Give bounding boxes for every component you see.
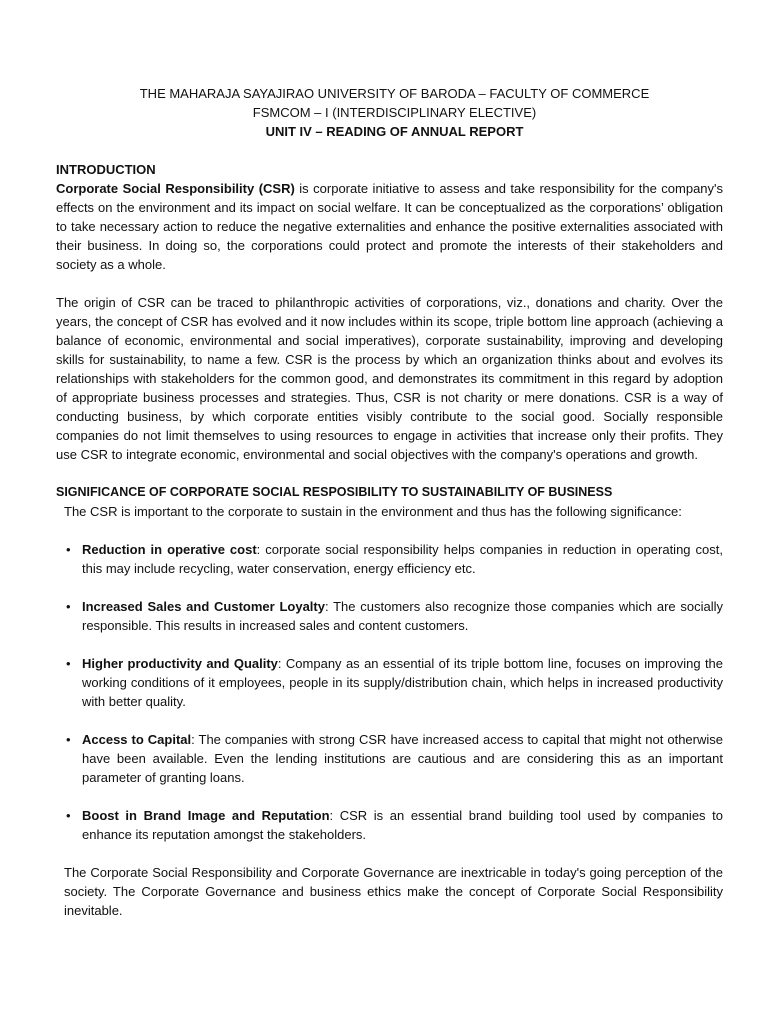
bullet-icon: • bbox=[66, 656, 71, 671]
bullet-icon: • bbox=[66, 732, 71, 747]
list-item-text: : The companies with strong CSR have increased access to capital that might not otherwise have been available. Even the lending institutions are cautious and are considering this as an important parameter of granting loans. bbox=[82, 732, 723, 785]
list-item-title: Access to Capital bbox=[82, 732, 192, 747]
introduction-heading: INTRODUCTION bbox=[56, 162, 156, 177]
document-header bbox=[66, 84, 723, 141]
list-item-text: : CSR is an essential brand building tool used by companies to enhance its reputation amongst the stakeholders. bbox=[82, 808, 723, 842]
significance-heading: SIGNIFICANCE OF CORPORATE SOCIAL RESPOSIBILITY TO SUSTAINABILITY OF BUSINESS bbox=[56, 485, 613, 499]
significance-list bbox=[64, 540, 723, 844]
list-item-title: Increased Sales and Customer Loyalty bbox=[82, 599, 325, 614]
list-item bbox=[64, 540, 723, 578]
course-title: FSMCOM – I (INTERDISCIPLINARY ELECTIVE) bbox=[252, 105, 537, 120]
list-item-text: : corporate social responsibility helps companies in reduction in operating cost, this may include recycling, water conservation, energy efficiency etc. bbox=[82, 542, 723, 576]
closing-paragraph: The Corporate Social Responsibility and Corporate Governance are inextricable in today's going perception of the society. The Corporate Governance and business ethics make the concept of Corporate Social Responsibility inevitable. bbox=[64, 865, 723, 918]
bullet-icon: • bbox=[66, 808, 71, 823]
list-item-text: : The customers also recognize those companies which are socially responsible. This results in increased sales and content customers. bbox=[82, 599, 723, 633]
introduction-paragraph-2: The origin of CSR can be traced to philanthropic activities of corporations, viz., donations and charity. Over the years, the concept of CSR has evolved and it now includes within its scope, triple bottom line approach (achieving a balance of economic, environmental and social imperatives), corporate sustainability, improving and developing skills for sustainability, to name a few. CSR is the process by which an organization thinks about and evolves its relationships with stakeholders for the common good, and demonstrates its commitment in this regard by adoption of appropriate business processes and strategies. Thus, CSR is not charity or mere donations. CSR is a way of conducting business, by which corporate entities visibly contribute to the social good. Socially responsible companies do not limit themselves to using resources to engage in activities that increase only their profits. They use CSR to integrate economic, environmental and social objectives with the company's operations and growth. bbox=[56, 295, 723, 462]
significance-section bbox=[56, 502, 723, 844]
list-item-title: Reduction in operative cost bbox=[82, 542, 257, 557]
list-item-title: Boost in Brand Image and Reputation bbox=[82, 808, 330, 823]
university-title: THE MAHARAJA SAYAJIRAO UNIVERSITY OF BARODA – FACULTY OF COMMERCE bbox=[139, 86, 650, 101]
introduction-paragraph-1-text: is corporate initiative to assess and take responsibility for the company's effects on the environment and its impact on social welfare. It can be conceptualized as the corporations’ obligation to take necessary action to reduce the negative externalities and enhance the positive externalities associated with their business. In doing so, the corporations could protect and promote the interests of their stakeholders and society as a whole. bbox=[56, 181, 724, 272]
bullet-icon: • bbox=[66, 542, 71, 557]
list-item-title: Higher productivity and Quality bbox=[82, 656, 278, 671]
list-item bbox=[64, 597, 723, 635]
unit-title: UNIT IV – READING OF ANNUAL REPORT bbox=[265, 124, 524, 139]
list-item bbox=[64, 654, 723, 711]
csr-term: Corporate Social Responsibility (CSR) bbox=[56, 181, 295, 196]
list-item-text: : Company as an essential of its triple bottom line, focuses on improving the working conditions of it employees, people in its supply/distribution chain, which helps in increased productivity with better quality. bbox=[82, 656, 724, 709]
list-item bbox=[64, 730, 723, 787]
bullet-icon: • bbox=[66, 599, 71, 614]
introduction-paragraph-1 bbox=[56, 179, 723, 274]
list-item bbox=[64, 806, 723, 844]
significance-intro: The CSR is important to the corporate to sustain in the environment and thus has the following significance: bbox=[64, 504, 682, 519]
